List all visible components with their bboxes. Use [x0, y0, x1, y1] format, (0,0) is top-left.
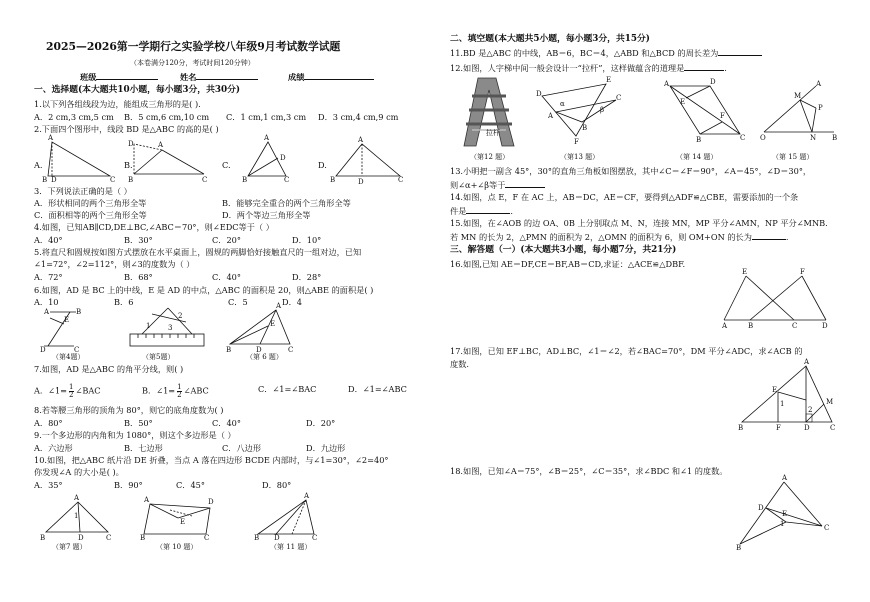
q1-option-b: B．5 cm,6 cm,10 cm — [124, 112, 210, 122]
svg-text:1: 1 — [780, 520, 785, 528]
class-label: 班级 — [80, 71, 158, 82]
q18-figure — [736, 474, 836, 552]
q14-figure — [660, 78, 746, 144]
q2-figure-b — [128, 136, 212, 184]
q10-option-a: A．35° — [34, 480, 63, 490]
q6-option-b: B．6 — [114, 297, 134, 307]
q10-option-b: B．90° — [114, 480, 143, 490]
q11-stem: 11.BD 是△ABC 的中线，AB＝6，BC＝4，△ABD 和△BCD 的周长差为 — [450, 47, 762, 58]
svg-text:A: A — [74, 494, 80, 502]
q2-figure-d — [328, 136, 408, 186]
svg-text:C: C — [792, 322, 798, 330]
q5-option-c: C．40° — [212, 272, 241, 282]
svg-text:2: 2 — [808, 406, 813, 414]
q13-stem-line1: 13.小明把一副含 45°，30°的直角三角板如图摆放，其中∠C＝∠F＝90°，∠A＝45°，∠D＝30°， — [450, 166, 812, 176]
svg-text:D: D — [51, 176, 57, 184]
svg-text:1: 1 — [146, 322, 151, 330]
section1-heading: 一、选择题(本大题共10小题，每小题3分，共30分) — [34, 85, 241, 95]
svg-text:B: B — [242, 176, 248, 184]
svg-text:O: O — [760, 134, 766, 142]
svg-text:A: A — [782, 474, 788, 482]
svg-text:B: B — [582, 124, 588, 132]
svg-text:C: C — [824, 524, 830, 532]
svg-text:D: D — [822, 322, 828, 330]
q3-option-a: A．形状相同的两个三角形全等 — [34, 198, 147, 208]
q13-stem-line2: 则∠α+∠β等于 — [450, 179, 545, 190]
svg-text:B: B — [140, 534, 146, 542]
q9-option-d: D．九边形 — [306, 443, 346, 453]
q8-option-c: C．40° — [212, 418, 241, 428]
q14-caption: （第 14 题） — [676, 153, 718, 161]
svg-text:B: B — [696, 136, 702, 144]
q9-stem: 9.一个多边形的内角和为 1080°，则这个多边形是（ ） — [34, 430, 236, 440]
q3-option-b: B．能够完全重合的两个三角形全等 — [222, 198, 351, 208]
q17-stem-line1: 17.如图，已知 EF⊥BC，AD⊥BC，∠1＝∠2，若∠BAC=70°，DM 平分∠ADC，求∠ACB 的 — [450, 346, 803, 356]
svg-text:N: N — [810, 134, 817, 142]
q3-option-c: C．面积相等的两个三角形全等 — [34, 210, 147, 220]
q5-caption: （第5题） — [142, 353, 175, 361]
svg-text:E: E — [64, 316, 70, 324]
q8-option-a: A．80° — [34, 418, 63, 428]
q15-stem-line2: 若 MN 的长为 2，△PMN 的面积为 2，△OMN 的面积为 6，则 OM+ON 的长为 . — [450, 232, 789, 242]
q10-caption: （第 10 题） — [156, 543, 198, 551]
rod-label: 拉杆 — [486, 129, 500, 137]
svg-text:2: 2 — [178, 312, 183, 320]
svg-text:C: C — [312, 534, 318, 542]
q15-stem-line1: 15.如图，在∠AOB 的边 OA、0B 上分别取点 M、N，连接 MN，MP 平分∠AMN，NP 平分∠MNB. — [450, 218, 828, 228]
q10-stem-line2: 你发现∠A 的大小是( )。 — [34, 467, 124, 477]
svg-text:A: A — [548, 112, 554, 120]
svg-text:α: α — [560, 100, 565, 108]
q7-option-d: D．∠1=∠ABC — [348, 384, 407, 394]
q7-option-c: C．∠1=∠BAC — [258, 384, 317, 394]
svg-text:C: C — [740, 134, 746, 142]
section2-heading: 二、填空题(本大题共5小题，每小题3分，共15分) — [450, 34, 650, 44]
q5-option-d: D．28° — [292, 272, 322, 282]
svg-text:C: C — [616, 94, 622, 102]
svg-text:1: 1 — [74, 512, 79, 520]
section3-heading: 三、解答题（一）(本大题共3小题，每小题7分，共21分) — [450, 245, 677, 255]
svg-text:C: C — [830, 424, 836, 432]
svg-text:E: E — [680, 98, 686, 106]
svg-text:A: A — [816, 80, 822, 88]
svg-text:C: C — [110, 176, 116, 184]
q8-option-d: D．20° — [306, 418, 336, 428]
svg-text:F: F — [720, 112, 725, 120]
q2-option-a: A. — [34, 160, 43, 170]
exam-subtitle: （本卷满分120分，考试时间120分钟） — [130, 59, 255, 67]
svg-text:E: E — [742, 268, 748, 276]
svg-text:D: D — [128, 140, 134, 148]
svg-text:D: D — [358, 178, 364, 186]
q9-option-b: B．七边形 — [124, 443, 163, 453]
q1-option-d: D．3 cm,4 cm,9 cm — [318, 112, 399, 122]
q4-figure — [40, 308, 90, 354]
svg-text:B: B — [748, 322, 754, 330]
svg-text:M: M — [794, 92, 802, 100]
name-label: 姓名 — [180, 71, 258, 82]
svg-text:E: E — [606, 76, 612, 84]
svg-text:D: D — [758, 504, 764, 512]
svg-text:B: B — [128, 176, 134, 184]
q5-option-b: B．68° — [124, 272, 153, 282]
svg-text:C: C — [284, 176, 290, 184]
q4-option-a: A．40° — [34, 235, 63, 245]
q2-option-d: D. — [318, 160, 327, 170]
svg-text:E: E — [270, 320, 276, 328]
svg-text:E: E — [180, 518, 186, 526]
q7-caption: （第7 题） — [52, 543, 87, 551]
svg-text:B: B — [736, 544, 742, 552]
q5-option-a: A．72° — [34, 272, 63, 282]
q2-stem: 2.下面四个图形中，线段 BD 是△ABC 的高的是( ) — [34, 124, 219, 134]
svg-text:D: D — [274, 534, 280, 542]
q12-stem: 12.如图，人字梯中间一般会设计一“拉杆”，这样做蕴含的道理是 . — [450, 63, 727, 73]
svg-text:C: C — [74, 346, 80, 354]
svg-text:E: E — [772, 386, 778, 394]
svg-text:B: B — [76, 308, 82, 316]
q17-figure — [738, 358, 842, 432]
q5-figure — [128, 304, 208, 350]
q10-option-d: D．80° — [262, 480, 292, 490]
svg-text:A: A — [276, 302, 282, 310]
score-label: 成绩 — [288, 71, 374, 82]
q16-figure — [720, 270, 830, 332]
q3-stem: 3．下列说法正确的是（ ） — [34, 186, 132, 196]
svg-text:B: B — [226, 346, 232, 354]
svg-text:D: D — [256, 346, 262, 354]
q11-caption: （第 11 题） — [270, 543, 312, 551]
q11-figure — [254, 492, 324, 542]
svg-text:P: P — [818, 104, 823, 112]
q10-figure — [140, 496, 220, 542]
q2-figure-a — [40, 134, 120, 184]
svg-text:E: E — [782, 510, 788, 518]
q2-option-c: C. — [222, 160, 231, 170]
svg-text:B: B — [738, 424, 744, 432]
q8-stem: 8.若等腰三角形的顶角为 80°，则它的底角度数为( ) — [34, 405, 224, 415]
svg-text:D: D — [710, 78, 716, 86]
svg-text:β: β — [600, 106, 605, 114]
q7-option-b: B．∠1= $\frac{1}{2}$ ∠ABC — [142, 383, 209, 399]
svg-text:D: D — [208, 498, 214, 506]
svg-text:1: 1 — [780, 400, 785, 408]
svg-text:D: D — [536, 90, 542, 98]
svg-text:B: B — [254, 534, 260, 542]
q15-caption: （第 15 题） — [772, 153, 814, 161]
svg-text:A: A — [804, 358, 810, 366]
svg-text:D: D — [78, 534, 84, 542]
q1-option-c: C．1 cm,1 cm,3 cm — [226, 112, 307, 122]
q1-stem: 1.以下列各组线段为边，能组成三角形的是( ). — [34, 99, 201, 109]
q5-stem-line2: ∠1=72°，∠2=112°，则∠3的度数为（ ） — [34, 259, 195, 269]
svg-text:3: 3 — [168, 324, 173, 332]
q3-option-d: D．两个等边三角形全等 — [222, 210, 311, 220]
svg-text:A: A — [304, 492, 310, 500]
q4-option-c: C．20° — [212, 235, 241, 245]
exam-title: 2025—2026第一学期行之实验学校八年级9月考试数学试题 — [46, 40, 341, 53]
svg-text:M: M — [826, 398, 834, 406]
q4-option-b: B．30° — [124, 235, 153, 245]
q6-option-c: C．5 — [228, 297, 248, 307]
svg-text:C: C — [204, 534, 210, 542]
svg-text:B: B — [42, 176, 48, 184]
q9-option-c: C．八边形 — [222, 443, 262, 453]
q14-stem-line2: 件是 . — [450, 206, 513, 216]
svg-text:A: A — [722, 322, 728, 330]
svg-text:A: A — [44, 308, 50, 316]
q6-option-a: A．10 — [34, 297, 59, 307]
svg-text:F: F — [574, 138, 579, 146]
q13-caption: （第13 题） — [560, 153, 600, 161]
svg-text:D: D — [280, 154, 286, 162]
q1-option-a: A．2 cm,3 cm,5 cm — [34, 112, 114, 122]
q4-stem: 4.如图，已知AB∥CD,DE⊥BC,∠ABC＝70°，则∠EDC等于（ ） — [34, 222, 274, 232]
q7-option-a: A．∠1= $\frac{1}{2}$ ∠BAC — [34, 383, 101, 399]
q9-option-a: A．六边形 — [34, 443, 73, 453]
svg-text:B: B — [40, 534, 46, 542]
q8-option-b: B．50° — [124, 418, 153, 428]
q2-option-b: B. — [124, 160, 133, 170]
q10-option-c: C．45° — [176, 480, 205, 490]
svg-text:C: C — [106, 534, 112, 542]
svg-text:C: C — [202, 176, 208, 184]
svg-text:A: A — [144, 496, 150, 504]
q6-option-d: D．4 — [282, 297, 302, 307]
svg-text:A: A — [48, 134, 54, 142]
svg-text:A: A — [358, 136, 364, 144]
q12-caption: （第12 题） — [470, 153, 510, 161]
q7-figure — [40, 496, 120, 542]
svg-text:A: A — [264, 134, 270, 142]
q7-stem: 7.如图，AD 是△ABC 的角平分线，则( ) — [34, 364, 184, 374]
q13-figure — [536, 78, 622, 148]
svg-text:A: A — [664, 80, 670, 88]
svg-text:F: F — [800, 268, 805, 276]
svg-text:C: C — [288, 346, 294, 354]
svg-text:D: D — [804, 424, 810, 432]
svg-text:A: A — [158, 141, 164, 149]
q6-caption: （第 6 题） — [246, 353, 283, 361]
svg-text:D: D — [40, 346, 46, 354]
q17-stem-line2: 度数. — [450, 359, 469, 369]
svg-text:C: C — [398, 176, 404, 184]
svg-text:F: F — [776, 424, 781, 432]
q10-stem-line1: 10.如图，把△ABC 纸片沿 DE 折叠，当点 A 落在四边形 BCDE 内部时，与∠1=30°，∠2=40° — [34, 455, 389, 465]
q14-stem-line1: 14.如图，点 E，F 在 AC 上，AB＝DC，AE＝CF，要得到△ADF≌△CBE，需要添加的一个条 — [450, 192, 799, 202]
q15-figure — [760, 82, 840, 142]
svg-text:B: B — [330, 176, 336, 184]
q2-figure-c — [230, 134, 310, 184]
q16-stem: 16.如图,已知 AE＝DF,CE＝BF,AB＝CD,求证：△ACE≌△DBF. — [450, 259, 686, 269]
q18-stem: 18.如图，已知∠A＝75°，∠B＝25°，∠C＝35°，求∠BDC 和∠1 的度数。 — [450, 466, 728, 476]
q6-stem: 6.如图，AD 是 BC 上的中线，E 是 AD 的中点，△ABC 的面积是 20，则△ABE 的面积是( ) — [34, 285, 374, 295]
q4-option-d: D．10° — [292, 235, 322, 245]
q4-caption: （第4题） — [52, 353, 85, 361]
q5-stem-line1: 5.将直尺和圆规按如图方式摆放在水平桌面上，圆规的两脚恰好接触直尺的一组对边，已知 — [34, 247, 362, 257]
svg-text:B: B — [832, 134, 838, 142]
